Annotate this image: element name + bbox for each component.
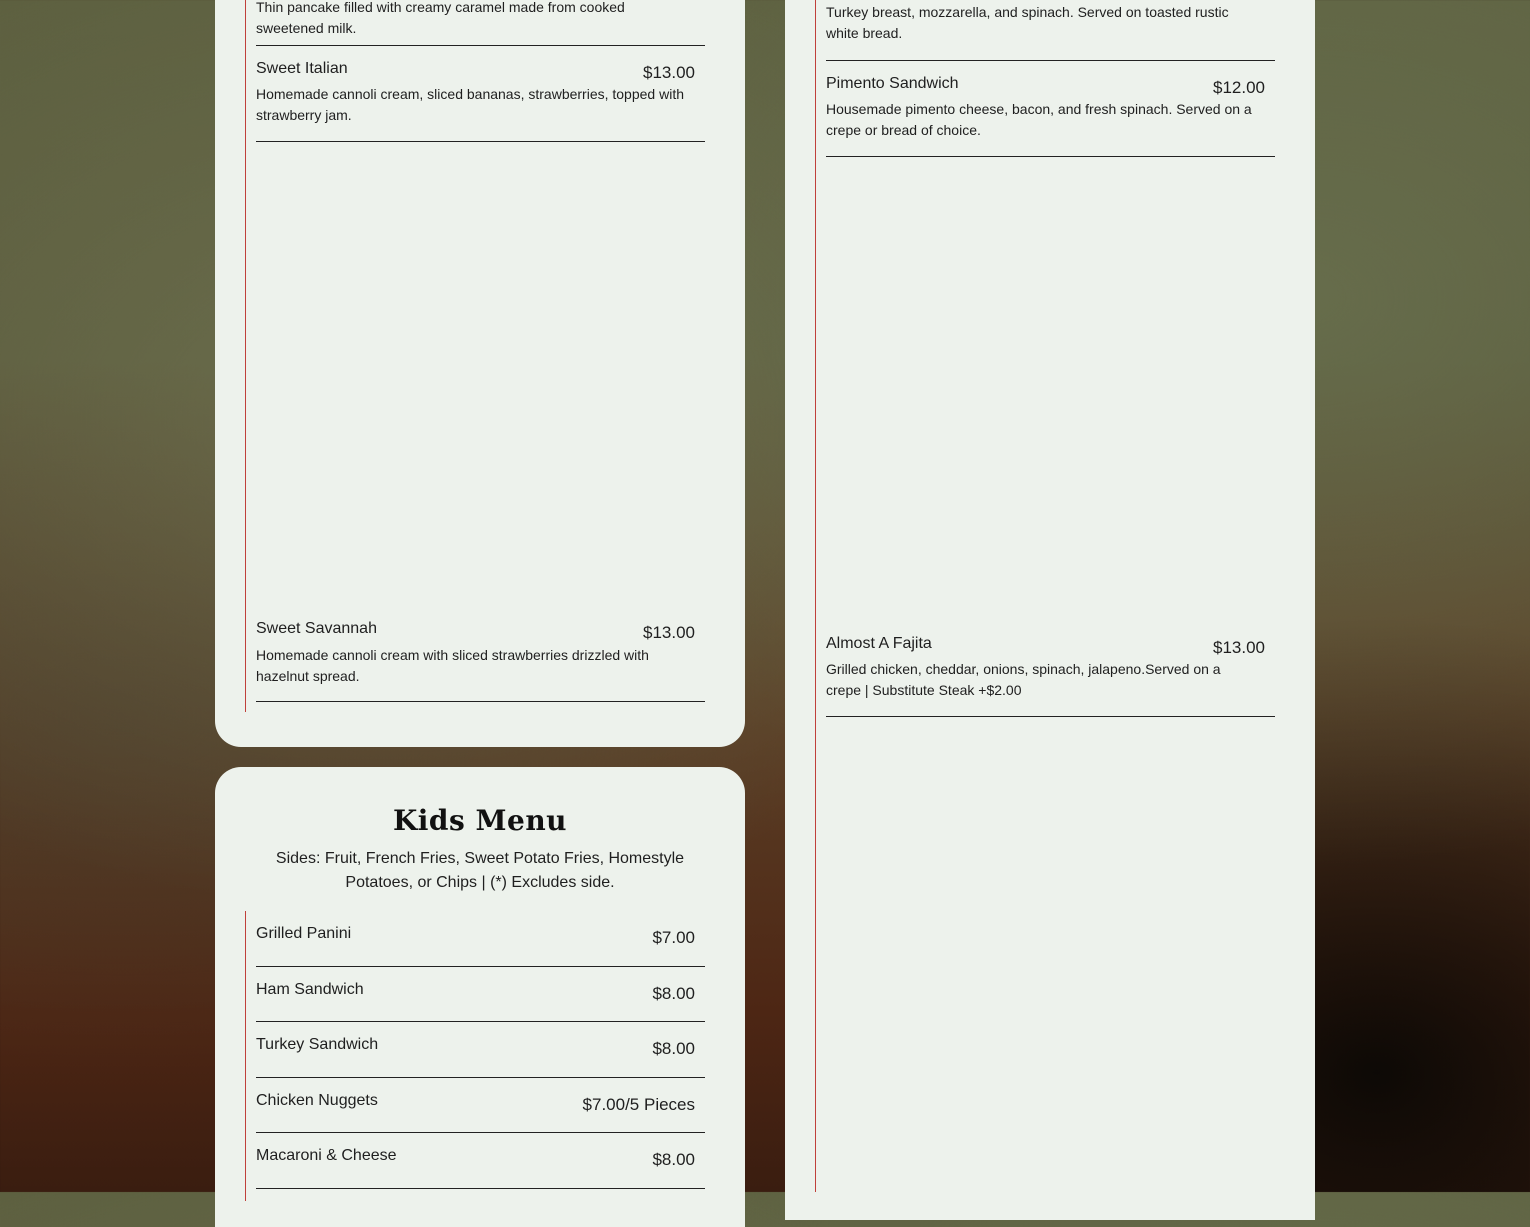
menu-item-description: Housemade pimento cheese, bacon, and fresh spinach. Served on a crepe or bread of choice. (826, 101, 1252, 138)
menu-divider-line (815, 0, 816, 1192)
menu-item-price: $12.00 (1213, 78, 1265, 97)
menu-item-name: Sweet Savannah (256, 620, 377, 637)
menu-item-description: Grilled chicken, cheddar, onions, spinach, jalapeno.Served on a crepe | Substitute Steak +$2.00 (826, 661, 1221, 698)
menu-item-price: $13.00 (1213, 638, 1265, 657)
menu-item-name: Macaroni & Cheese (256, 1147, 397, 1164)
menu-item-pimento-sandwich (826, 61, 1275, 157)
menu-item-partial-right (826, 0, 1275, 61)
menu-item-price: $13.00 (643, 623, 695, 642)
menu-item-price: $7.00/5 Pieces (582, 1095, 695, 1114)
menu-item-turkey-sandwich (256, 1022, 705, 1078)
menu-item-price: $8.00 (652, 984, 695, 1003)
menu-item-almost-a-fajita (826, 621, 1275, 717)
menu-item-chicken-nuggets (256, 1078, 705, 1133)
menu-item-macaroni-cheese (256, 1133, 705, 1189)
menu-divider-line (245, 0, 246, 712)
menu-item-name: Ham Sandwich (256, 981, 364, 998)
menu-item-description: Homemade cannoli cream with sliced strawberries drizzled with hazelnut spread. (256, 647, 649, 684)
menu-item-price: $7.00 (652, 928, 695, 947)
menu-item-sweet-savannah (256, 606, 705, 702)
menu-item-price: $8.00 (652, 1039, 695, 1058)
menu-item-price: $13.00 (643, 63, 695, 82)
menu-item-name: Turkey Sandwich (256, 1036, 379, 1053)
menu-item-description: Thin pancake filled with creamy caramel made from cooked sweetened milk. (256, 0, 625, 36)
menu-item-name: Grilled Panini (256, 925, 352, 942)
menu-item-ham-sandwich (256, 967, 705, 1022)
menu-item-name: Sweet Italian (256, 60, 348, 77)
menu-divider-line (245, 911, 246, 1201)
kids-menu-subtitle: Sides: Fruit, French Fries, Sweet Potato Fries, Homestyle Potatoes, or Chips | (*) Excludes side. (275, 850, 685, 891)
menu-item-name: Chicken Nuggets (256, 1092, 378, 1109)
menu-item-description: Homemade cannoli cream, sliced bananas, strawberries, topped with strawberry jam. (256, 86, 684, 123)
menu-item-description: Turkey breast, mozzarella, and spinach. Served on toasted rustic white bread. (826, 4, 1229, 41)
menu-item-grilled-panini (256, 911, 705, 967)
menu-item-partial-left (256, 0, 705, 46)
menu-card-savory (785, 0, 1315, 1220)
menu-item-name: Pimento Sandwich (826, 75, 959, 92)
menu-item-name: Almost A Fajita (826, 635, 932, 652)
menu-item-price: $8.00 (652, 1150, 695, 1169)
kids-menu-title: Kids Menu (392, 804, 568, 837)
menu-item-sweet-italian (256, 46, 705, 142)
